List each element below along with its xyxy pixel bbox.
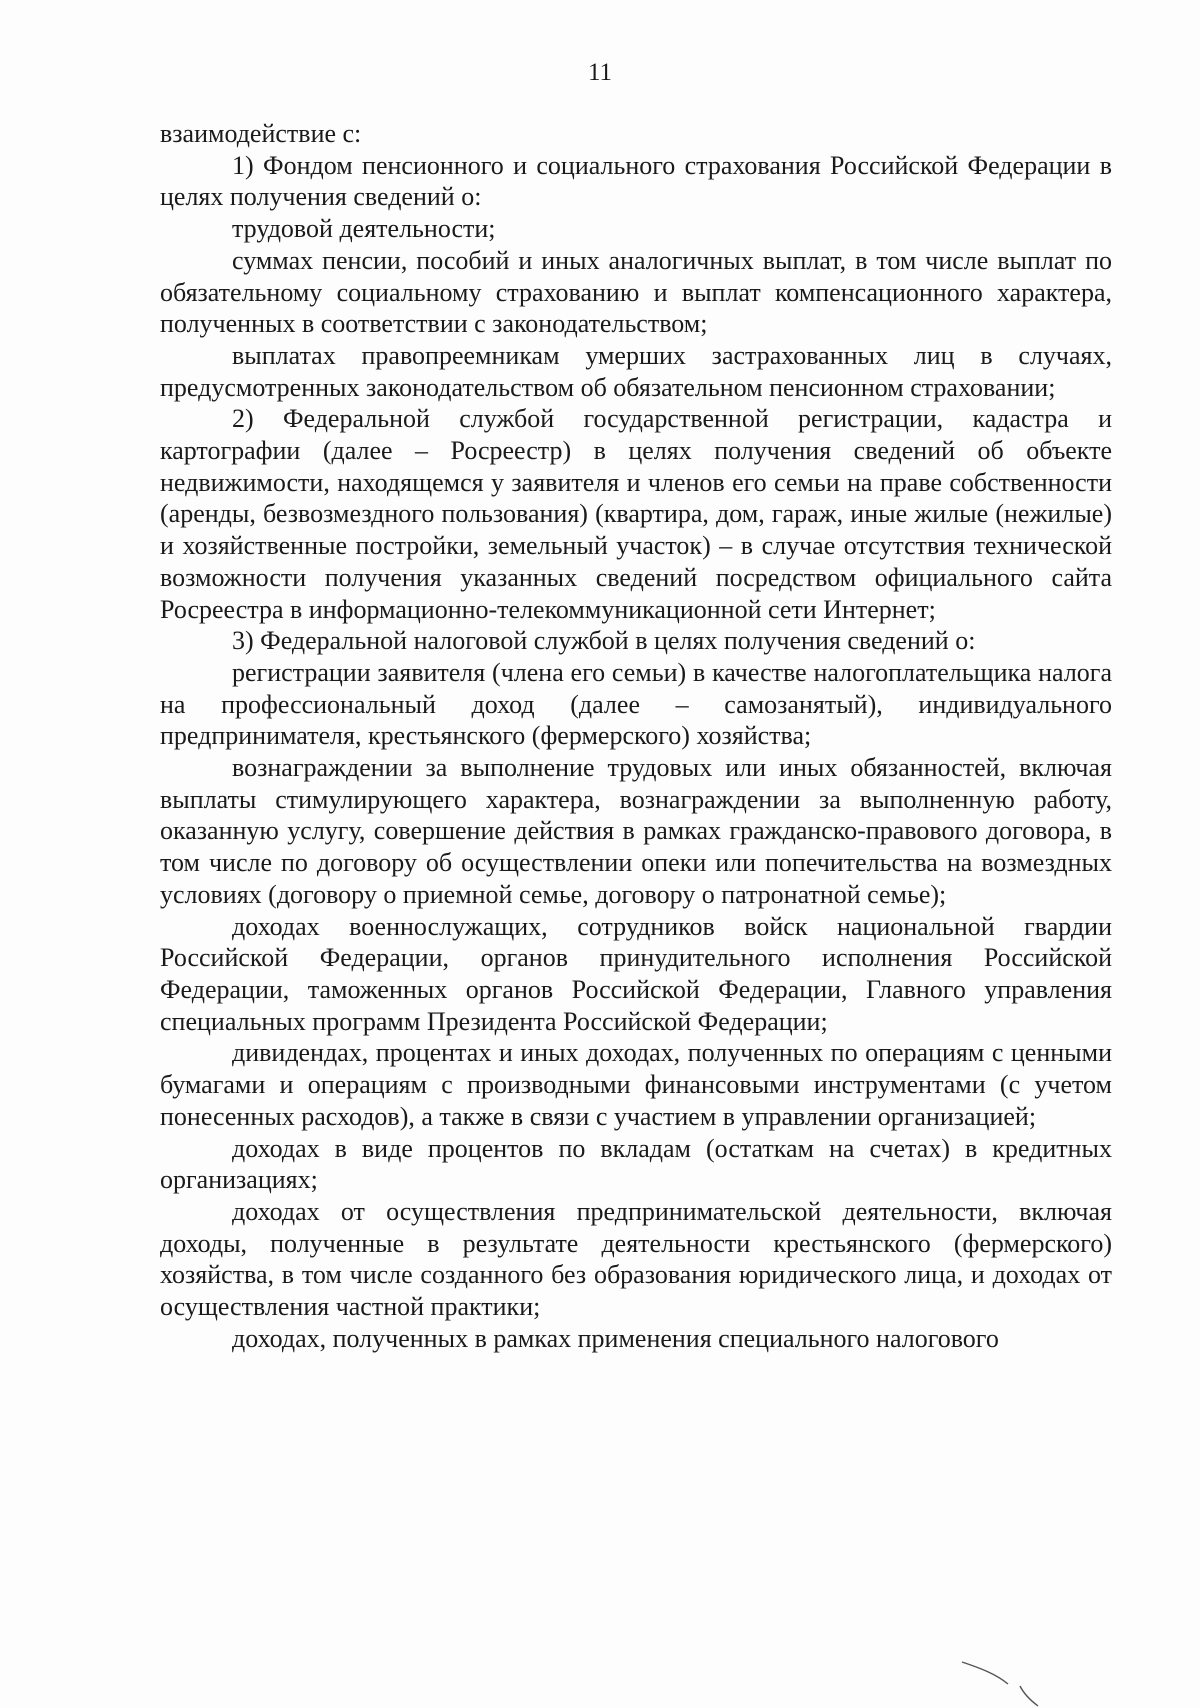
paragraph-labor-activity: трудовой деятельности; xyxy=(232,214,496,244)
paragraph-pension-amounts: суммах пенсии, пособий и иных аналогичных выплат, в том числе выплат по обязательному социальному страхованию и выплат компенсационного характера, полученных в соответствии с законодательством; xyxy=(160,245,1112,339)
paragraph-item-2-rosreestr: 2) Федеральной службой государственной регистрации, кадастра и картографии (далее – Росреестр) в целях получения сведений об объекте недвижимости, находящемся у заявителя и членов его семьи на праве собственности (аренды, безвозмездного пользования) (квартира, дом, гараж, иные жилые (нежилые) и хозяйственные постройки, земельный участок) – в случае отсутствия технической возможности получения указанных сведений посредством официального сайта Росреестра в информационно-телекоммуникационной сети Интернет; xyxy=(160,404,1112,624)
paragraph-registration: регистрации заявителя (члена его семьи) в качестве налогоплательщика налога на профессиональный доход (далее – самозанятый), индивидуального предпринимателя, крестьянского (фермерского) хозяйства; xyxy=(160,657,1112,751)
paragraph-intro: взаимодействие с: xyxy=(160,119,362,148)
paragraph-successor-payments: выплатах правопреемникам умерших застрахованных лиц в случаях, предусмотренных законодательством об обязательном пенсионном страховании; xyxy=(160,340,1112,402)
paragraph-item-1-pension-fund: 1) Фондом пенсионного и социального страхования Российской Федерации в целях получения сведений о: xyxy=(160,150,1112,212)
paragraph-special-tax: доходах, полученных в рамках применения специального налогового xyxy=(232,1323,999,1353)
paragraph-deposit-interest: доходах в виде процентов по вкладам (остаткам на счетах) в кредитных организациях; xyxy=(160,1133,1112,1195)
paragraph-item-3-tax-service: 3) Федеральной налоговой службой в целях получения сведений о: xyxy=(232,626,976,656)
paragraph-dividends: дивидендах, процентах и иных доходах, полученных по операциям с ценными бумагами и операциям с производными финансовыми инструментами (с учетом понесенных расходов), а также в связи с участием в управлении организацией; xyxy=(160,1038,1112,1131)
paragraph-remuneration: вознаграждении за выполнение трудовых или иных обязанностей, включая выплаты стимулирующего характера, вознаграждении за выполненную работу, оказанную услугу, совершение действия в рамках гражданско-правового договора, в том числе по договору об осуществлении опеки или попечительства на возмездных условиях (договору о приемной семье, договору о патронатной семье); xyxy=(160,753,1112,909)
paragraph-military-income: доходах военнослужащих, сотрудников войск национальной гвардии Российской Федерации, органов принудительного исполнения Российской Федерации, таможенных органов Российской Федерации, Главного управления специальных программ Президента Российской Федерации; xyxy=(160,911,1112,1036)
document-body xyxy=(160,118,1112,1354)
scan-artifact-mark xyxy=(960,1660,1080,1708)
page-number: 11 xyxy=(587,59,613,86)
paragraph-business-income: доходах от осуществления предпринимательской деятельности, включая доходы, полученные в результате деятельности крестьянского (фермерского) хозяйства, в том числе созданного без образования юридического лица, и доходах от осуществления частной практики; xyxy=(160,1196,1112,1322)
